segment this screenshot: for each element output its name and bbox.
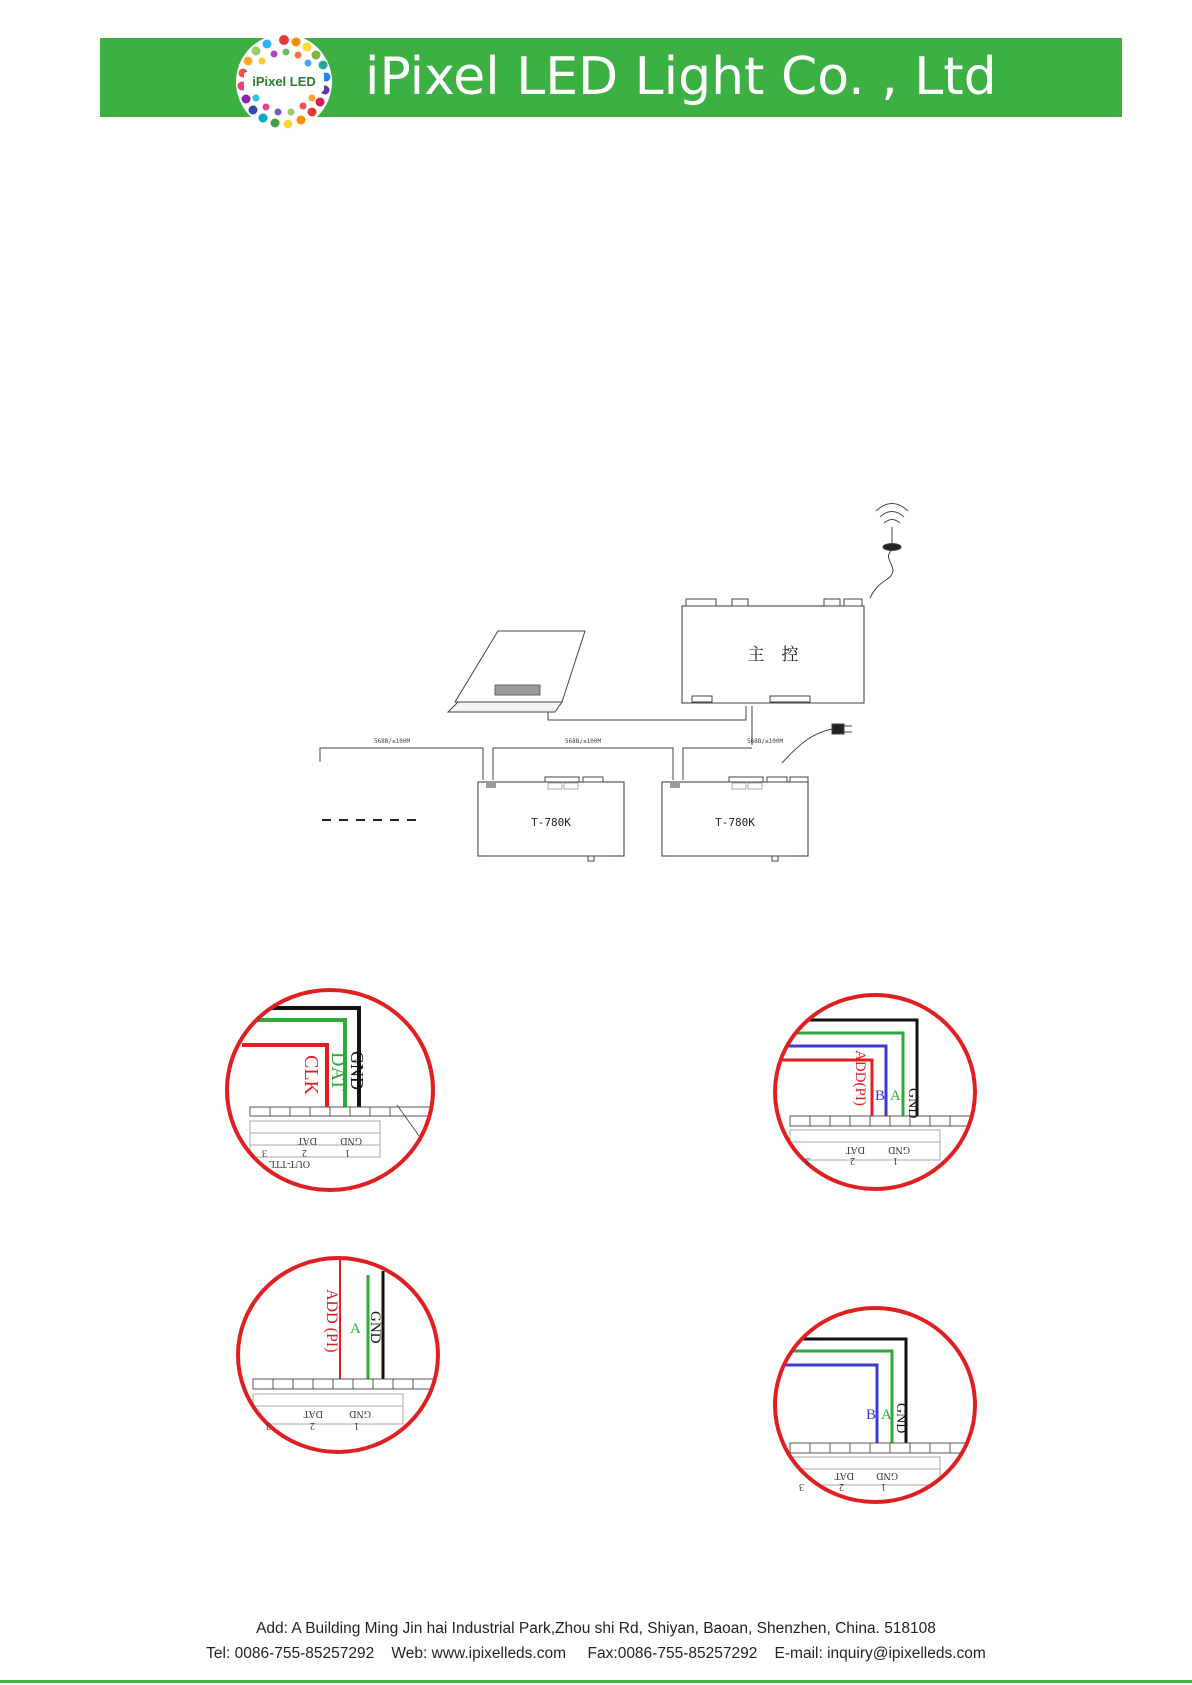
main-controller-label: 主 控 <box>747 645 799 665</box>
pin-header-dat: DAT <box>297 1135 317 1146</box>
company-logo <box>234 32 334 132</box>
wire-label-a: A <box>350 1321 361 1337</box>
pin-header-gnd: GND <box>888 1144 910 1155</box>
wire-label-a: A <box>890 1088 901 1104</box>
wire-label-b: B <box>875 1088 886 1104</box>
system-connection-diagram <box>300 500 950 905</box>
antenna-icon <box>870 504 908 599</box>
pin-number-3: 3 <box>799 1481 804 1492</box>
pin-number-1: 1 <box>893 1155 898 1166</box>
company-name: iPixel LED Light Co. , Ltd <box>365 47 997 107</box>
wire-label-a: A <box>881 1407 892 1423</box>
wire-label-clk: CLK <box>300 1055 322 1095</box>
wire-label-gnd: GND <box>367 1311 383 1344</box>
cable-label-1: 568B/≤100M <box>373 738 411 745</box>
sub-controller-label-2: T-780K <box>715 816 755 829</box>
pin-header-dat: DAT <box>303 1408 323 1419</box>
wiring-detail-clk-dat-gnd <box>222 985 437 1195</box>
pin-header-gnd: GND <box>340 1135 362 1146</box>
pin-header-dat: DAT <box>845 1144 865 1155</box>
cable-label-2: 568B/≤100M <box>564 738 602 745</box>
pin-header-gnd: GND <box>349 1408 371 1419</box>
pin-number-1: 1 <box>881 1481 886 1492</box>
pin-number-3: 3 <box>805 1155 810 1166</box>
wire-label-gnd: GND <box>347 1051 367 1090</box>
wiring-detail-b-a-gnd <box>770 1303 980 1508</box>
wire-label-gnd: GND <box>893 1403 908 1434</box>
pin-number-3: 3 <box>262 1147 267 1158</box>
pin-header-dat: DAT <box>834 1470 854 1481</box>
cable-label-3: 568B/≤100M <box>746 738 784 745</box>
sub-controller-label-1: T-780K <box>531 816 571 829</box>
pin-number-1: 1 <box>345 1147 350 1158</box>
port-label-out-ttl: OUT-TTL <box>268 1158 310 1169</box>
pin-number-1: 1 <box>354 1420 359 1431</box>
wire-label-b: B <box>866 1407 877 1423</box>
pin-number-3: 3 <box>266 1420 271 1431</box>
logo-text: iPixel LED <box>252 74 316 89</box>
wire-label-dat: DAT <box>327 1052 349 1091</box>
wire-label-add: ADD(PI) <box>852 1050 868 1106</box>
wiring-detail-add-a-gnd <box>233 1253 443 1458</box>
pin-number-2: 2 <box>310 1420 315 1431</box>
pin-number-2: 2 <box>302 1147 307 1158</box>
footer-contact: Tel: 0086-755-85257292 Web: www.ipixelleds.com Fax:0086-755-85257292 E-mail: inquiry@ipixelleds.com <box>206 1645 986 1662</box>
wire-label-gnd: GND <box>905 1088 920 1119</box>
laptop-icon <box>448 631 585 712</box>
power-plug-icon <box>782 724 852 763</box>
wire-label-add: ADD (PI) <box>323 1289 340 1353</box>
pin-number-2: 2 <box>850 1155 855 1166</box>
pin-number-2: 2 <box>839 1481 844 1492</box>
wiring-detail-add-b-a-gnd <box>770 990 980 1195</box>
footer-address: Add: A Building Ming Jin hai Industrial Park,Zhou shi Rd, Shiyan, Baoan, Shenzhen, China. 518108 <box>256 1620 936 1637</box>
footer-rule <box>0 1680 1192 1683</box>
pin-header-gnd: GND <box>876 1470 898 1481</box>
